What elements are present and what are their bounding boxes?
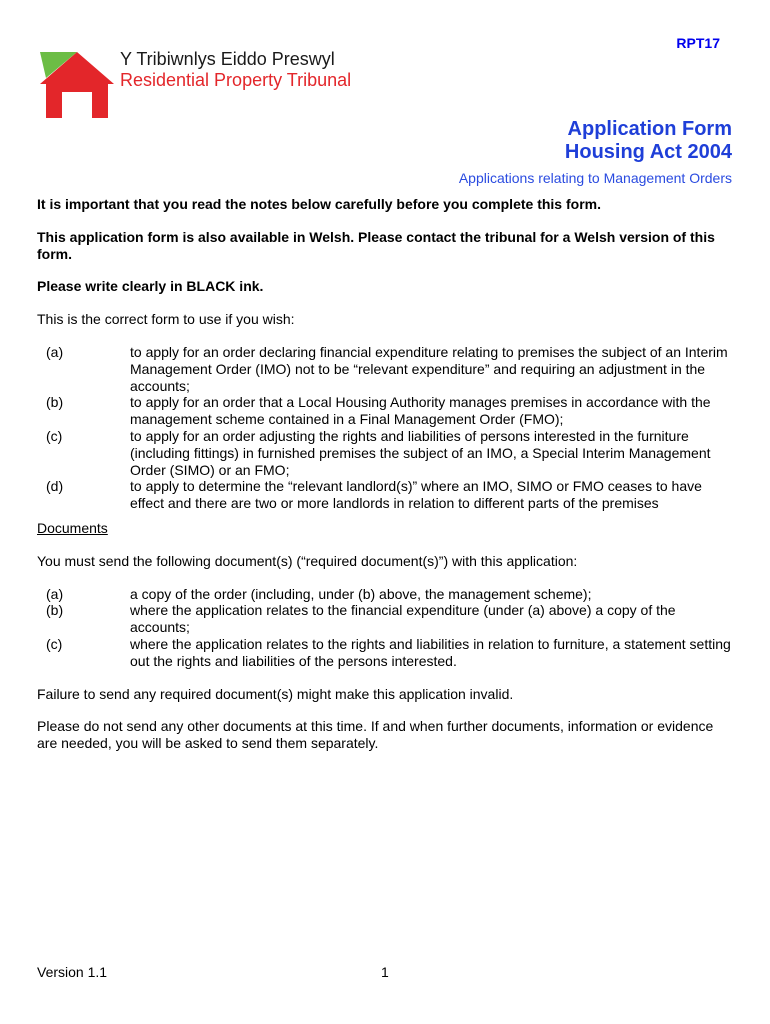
- note-read-carefully: It is important that you read the notes below carefully before you complete this form.: [37, 196, 601, 212]
- list-item-label: (b): [46, 394, 64, 411]
- list-item: [37, 602, 732, 636]
- list-item-label: (a): [46, 585, 64, 602]
- page-number: 1: [381, 964, 389, 980]
- uses-list: [37, 344, 732, 512]
- uses-intro: This is the correct form to use if you wish:: [37, 311, 295, 328]
- form-subtitle: Housing Act 2004: [564, 141, 732, 163]
- note-welsh-available: This application form is also available in Welsh. Please contact the tribunal for a Welsh version of this form.: [37, 228, 715, 262]
- list-item-text: to apply for an order adjusting the rights and liabilities of persons interested in the furniture (including fittings) in furnished premises the subject of an IMO, a Special Interim Management Order (SIMO) or an FMO;: [130, 427, 711, 478]
- list-item-text: to apply for an order that a Local Housing Authority manages premises in accordance with the management scheme contained in a Final Management Order (FMO);: [130, 394, 711, 428]
- tribunal-logo: [40, 48, 370, 120]
- list-item-label: (d): [46, 478, 64, 495]
- house-logo-icon: [40, 48, 114, 120]
- list-item: [37, 428, 732, 478]
- list-item-text: to apply for an order declaring financial expenditure relating to premises the subject of an Interim Management Order (IMO) not to be “relevant expenditure” and requiring an adjustment in the accounts;: [130, 343, 728, 394]
- form-reference: RPT17: [676, 35, 720, 51]
- documents-intro: You must send the following document(s) (“required document(s)”) with this application:: [37, 552, 578, 569]
- list-item-label: (c): [46, 635, 63, 652]
- list-item: [37, 344, 732, 394]
- logo-welsh-name: Y Tribiwnlys Eiddo Preswyl: [120, 49, 335, 69]
- list-item: [37, 586, 732, 603]
- list-item-text: a copy of the order (including, under (b) above, the management scheme);: [130, 585, 592, 602]
- list-item-label: (b): [46, 602, 64, 619]
- note-black-ink: Please write clearly in BLACK ink.: [37, 278, 264, 295]
- list-item-text: where the application relates to the financial expenditure (under (a) above) a copy of the accounts;: [130, 602, 676, 636]
- form-notes: [37, 196, 732, 768]
- list-item: [37, 394, 732, 428]
- documents-heading: Documents: [37, 519, 108, 536]
- documents-list: [37, 586, 732, 670]
- form-caption: Applications relating to Management Orders: [458, 170, 732, 186]
- logo-english-name: Residential Property Tribunal: [120, 70, 352, 90]
- list-item-text: to apply to determine the “relevant landlord(s)” where an IMO, SIMO or FMO ceases to have effect and there are two or more landlords in relation to different parts of the premises: [130, 478, 702, 512]
- list-item-label: (a): [46, 343, 64, 360]
- documents-do-not-send-note: Please do not send any other documents at this time. If and when further documents, information or evidence are needed, you will be asked to send them separately.: [37, 718, 714, 752]
- list-item-text: where the application relates to the rights and liabilities in relation to furniture, a statement setting out the rights and liabilities of the persons interested.: [130, 635, 731, 669]
- form-title: Application Form: [567, 118, 732, 140]
- documents-failure-note: Failure to send any required document(s) might make this application invalid.: [37, 685, 514, 702]
- version-label: Version 1.1: [37, 964, 108, 980]
- form-title-block: [459, 118, 732, 186]
- list-item-label: (c): [46, 427, 63, 444]
- list-item: [37, 636, 732, 670]
- list-item: [37, 478, 732, 512]
